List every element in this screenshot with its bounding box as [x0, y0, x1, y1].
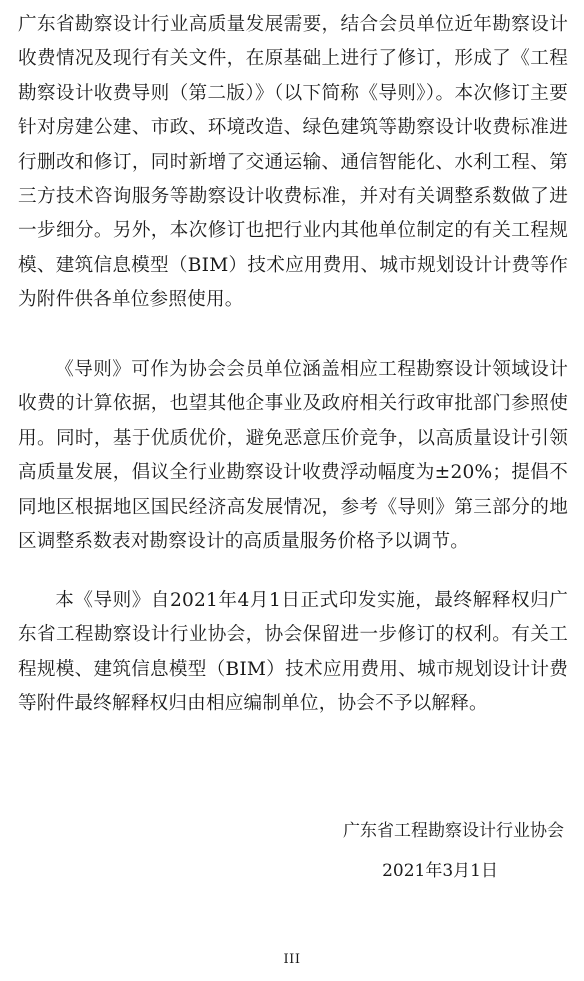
signature-organization: 广东省工程勘察设计行业协会 — [343, 821, 564, 841]
paragraph-revision-summary: 广东省勘察设计行业高质量发展需要，结合会员单位近年勘察设计收费情况及现行有关文件，在原基础上进行了修订，形成了《工程勘察设计收费导则（第二版）》（以下简称《导则》）。本次修订主要针对房建公建、市政、环境改造、绿色建筑等勘察设计收费标准进行删改和修订，同时新增了交通运输、通信智能化、水利工程、第三方技术咨询服务等勘察设计收费标准，并对有关调整系数做了进一步细分。另外，本次修订也把行业内其他单位制定的有关工程规模、建筑信息模型（BIM）技术应用费用、城市规划设计计费等作为附件供各单位参照使用。 — [18, 14, 568, 311]
paragraph-effective-date: 本《导则》自2021年4月1日正式印发实施，最终解释权归广东省工程勘察设计行业协会，协会保留进一步修订的权利。有关工程规模、建筑信息模型（BIM）技术应用费用、城市规划设计计费等附件最终解释权归由相应编制单位，协会不予以解释。 — [18, 590, 568, 715]
paragraph-usage-guidance: 《导则》可作为协会会员单位涵盖相应工程勘察设计领域设计收费的计算依据，也望其他企事业及政府相关行政审批部门参照使用。同时，基于优质优价，避免恶意压价竞争，以高质量设计引领高质量发展，倡议全行业勘察设计收费浮动幅度为±20%；提倡不同地区根据地区国民经济高发展情况，参考《导则》第三部分的地区调整系数表对勘察设计的高质量服务价格予以调节。 — [18, 359, 568, 553]
page-number: III — [283, 952, 301, 967]
signature-date: 2021年3月1日 — [382, 861, 498, 881]
